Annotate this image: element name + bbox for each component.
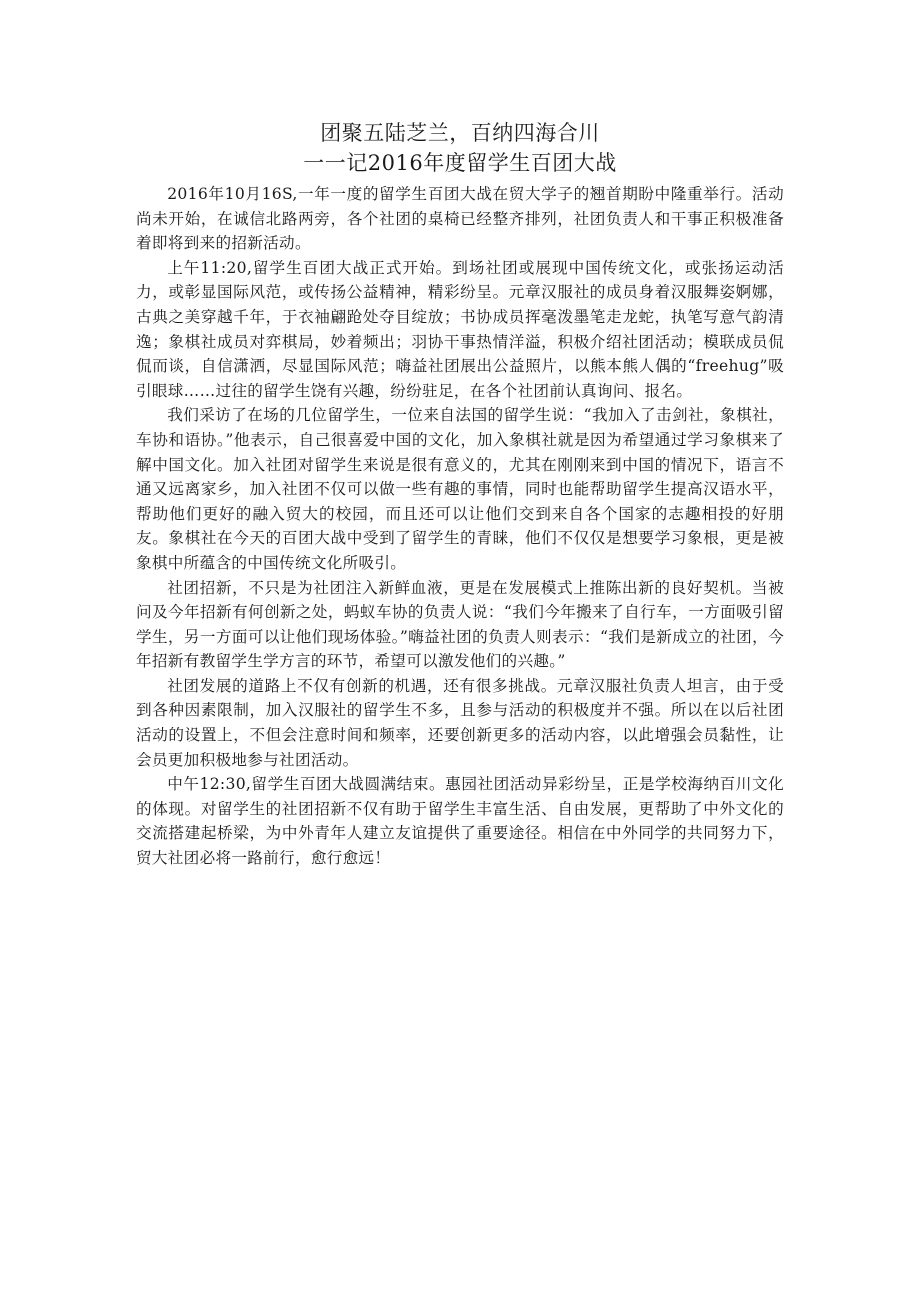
paragraph-challenges: 社团发展的道路上不仅有创新的机遇，还有很多挑战。元章汉服社负责人坦言，由于受到各种因素限制，加入汉服社的留学生不多，且参与活动的积极度并不强。所以在以后社团活动的设置上，不但会注意时间和频率，还要创新更多的活动内容，以此增强会员黏性，让会员更加积极地参与社团活动。	[136, 676, 784, 769]
paragraph-closing: 中午12:30,留学生百团大战圆满结束。惠园社团活动异彩纷呈，正是学校海纳百川文化的体现。对留学生的社团招新不仅有助于留学生丰富生活、自由发展，更帮助了中外文化的交流搭建起桥梁，为中外青年人建立友谊提供了重要途径。相信在中外同学的共同努力下，贸大社团必将一路前行，愈行愈远！	[136, 775, 784, 868]
paragraph-interview: 我们采访了在场的几位留学生，一位来自法国的留学生说：“我加入了击剑社，象棋社，车协和语协。”他表示，自己很喜爱中国的文化，加入象棋社就是因为希望通过学习象棋来了解中国文化。加入社团对留学生来说是很有意义的，尤其在刚刚来到中国的情况下，语言不通又远离家乡，加入社团不仅可以做一些有趣的事情，同时也能帮助留学生提高汉语水平，帮助他们更好的融入贸大的校园，而且还可以让他们交到来自各个国家的志趣相投的好朋友。象棋社在今天的百团大战中受到了留学生的青睐，他们不仅仅是想要学习象根，更是被象棋中所蕴含的中国传统文化所吸引。	[136, 406, 784, 572]
paragraph-opening: 2016年10月16S,一年一度的留学生百团大战在贸大学子的翘首期盼中隆重举行。活动尚未开始，在诚信北路两旁，各个社团的桌椅已经整齐排列，社团负责人和干事正积极准备着即将到来的招新活动。	[136, 185, 784, 253]
paragraph-innovation: 社团招新，不只是为社团注入新鲜血液，更是在发展模式上推陈出新的良好契机。当被问及今年招新有何创新之处，蚂蚁车协的负责人说：“我们今年搬来了自行车，一方面吸引留学生，另一方面可以让他们现场体验。”嗨益社团的负责人则表示：“我们是新成立的社团，今年招新有教留学生学方言的环节，希望可以激发他们的兴趣。”	[136, 578, 784, 671]
paragraph-event-start: 上午11:20,留学生百团大战正式开始。到场社团或展现中国传统文化，或张扬运动活力，或彰显国际风范，或传扬公益精神，精彩纷呈。元章汉服社的成员身着汉服舞姿婀娜，古典之美穿越千年，于衣袖翩跄处夺目绽放；书协成员挥毫泼墨笔走龙蛇，执笔写意气韵清逸；象棋社成员对弈棋局，妙着频出；羽协干事热情洋溢，积极介绍社团活动；模联成员侃侃而谈，自信潇洒，尽显国际风范；嗨益社团展出公益照片，以熊本熊人偶的“freehug”吸引眼球……过往的留学生饶有兴趣，纷纷驻足，在各个社团前认真询问、报名。	[136, 258, 784, 400]
document-title: 团聚五陆芝兰，百纳四海合川	[320, 121, 600, 145]
document-subtitle: 一一记2016年度留学生百团大战	[303, 151, 617, 175]
document-page	[136, 118, 784, 871]
